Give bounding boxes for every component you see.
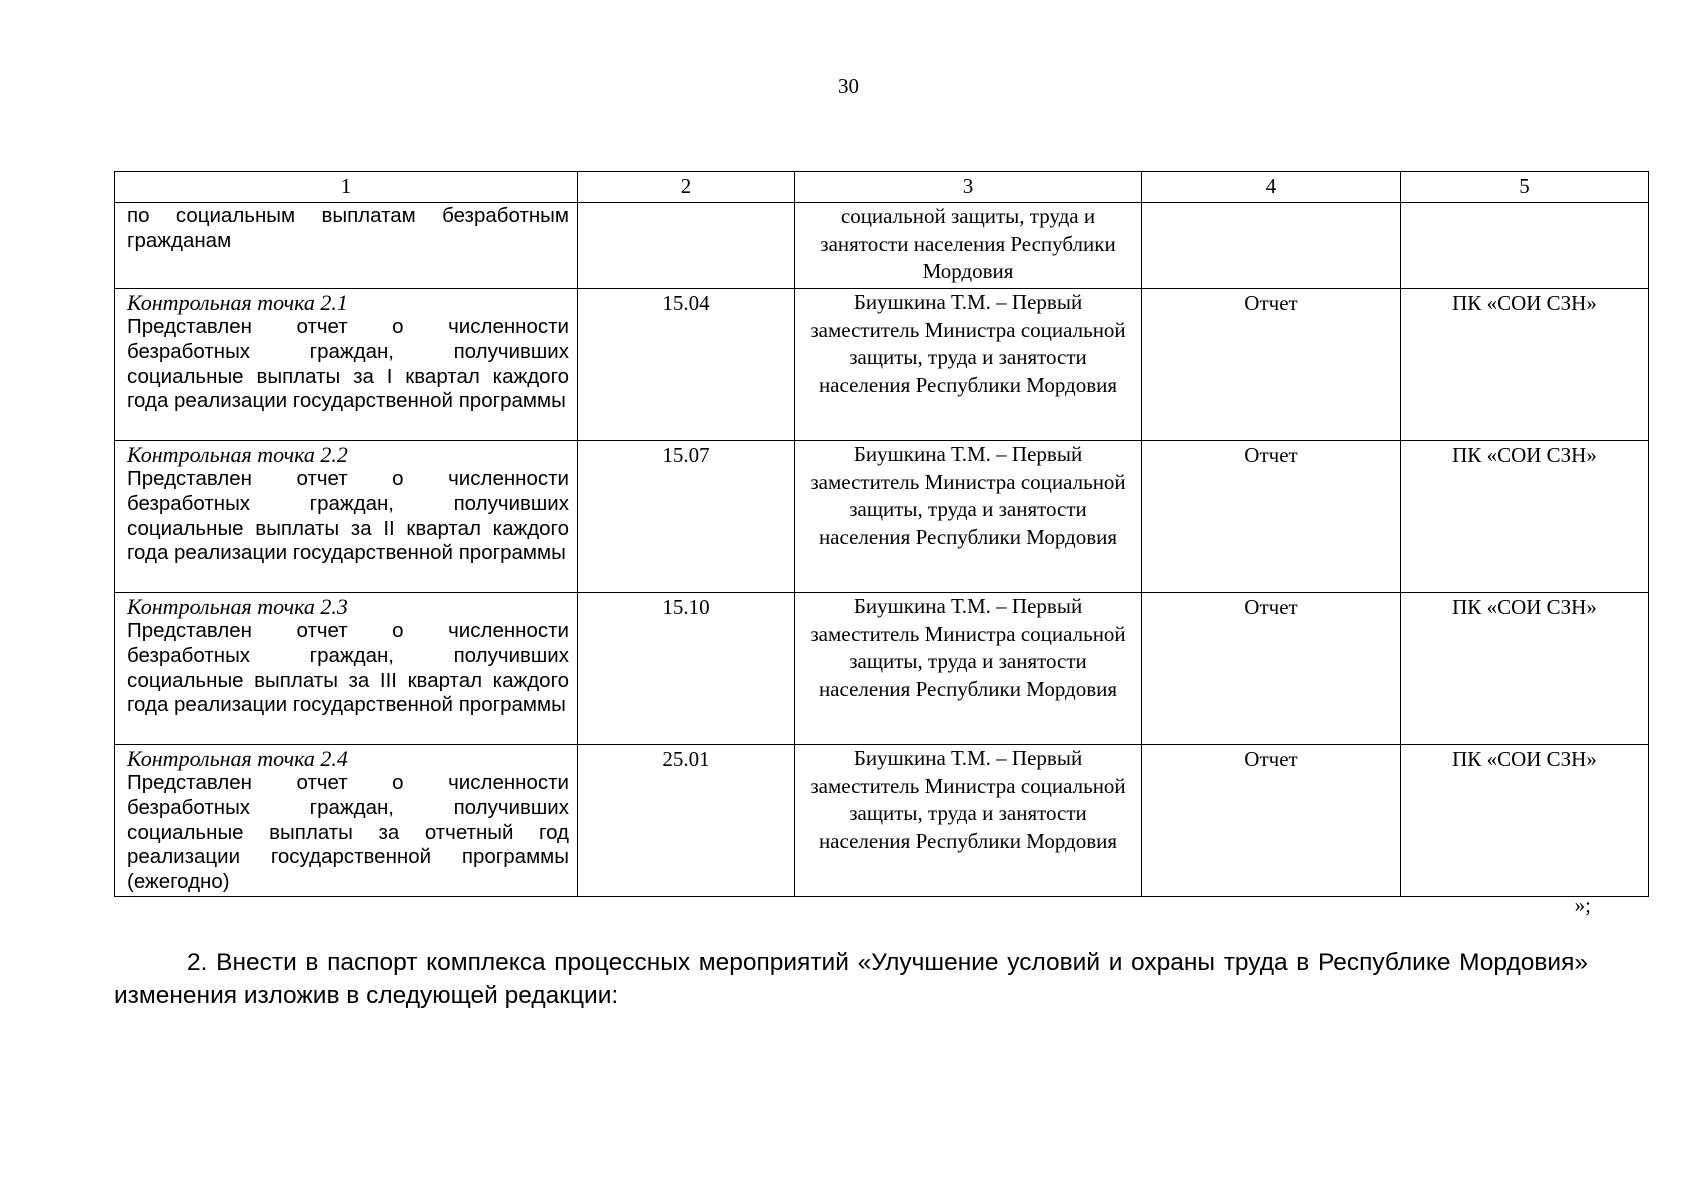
page-number: 30 <box>838 74 859 98</box>
document-cell <box>1142 745 1401 897</box>
row-date: 15.10 <box>662 595 710 619</box>
body-paragraph: 2. Внести в паспорт комплекса процессных мероприятий «Улучшение условий и охраны труда в Республике Мордовия» изменения изложив в следующей редакции: <box>114 949 1588 1009</box>
control-points-table <box>114 171 1649 897</box>
description-cell <box>115 441 578 593</box>
row-date: 15.04 <box>662 291 710 315</box>
row-description: Представлен отчет о численности безработных граждан, получивших социальные выплаты за отчетный год реализации государственной программы (ежегодно) <box>127 771 569 894</box>
responsible-cell <box>795 441 1142 593</box>
responsible-cell <box>795 203 1142 289</box>
control-point-title: Контрольная точка 2.2 <box>127 442 348 467</box>
description-cell <box>115 289 578 441</box>
column-header-5: 5 <box>1401 172 1649 203</box>
row-system: ПК «СОИ СЗН» <box>1452 443 1597 467</box>
document-cell <box>1142 441 1401 593</box>
row-description: Представлен отчет о численности безработных граждан, получивших социальные выплаты за I квартал каждого года реализации государственной программы <box>127 315 569 413</box>
row-responsible: Биушкина Т.М. – Первый заместитель Министра социальной защиты, труда и занятости населения Республики Мордовия <box>810 442 1126 550</box>
system-cell <box>1401 289 1649 441</box>
row-date: 25.01 <box>662 747 710 771</box>
description-cell <box>115 593 578 745</box>
row-system: ПК «СОИ СЗН» <box>1452 595 1597 619</box>
column-header-3: 3 <box>795 172 1142 203</box>
column-header-2: 2 <box>578 172 795 203</box>
row-document: Отчет <box>1244 291 1298 315</box>
control-point-title: Контрольная точка 2.4 <box>127 746 348 771</box>
row-system: ПК «СОИ СЗН» <box>1452 291 1597 315</box>
table-row <box>115 745 1649 897</box>
row-responsible: Биушкина Т.М. – Первый заместитель Министра социальной защиты, труда и занятости населения Республики Мордовия <box>810 594 1126 702</box>
table-header-row <box>115 172 1649 203</box>
table-row <box>115 441 1649 593</box>
row-responsible: социальной защиты, труда и занятости населения Республики Мордовия <box>820 204 1116 284</box>
date-cell <box>578 441 795 593</box>
document-cell <box>1142 593 1401 745</box>
date-cell <box>578 289 795 441</box>
row-document: Отчет <box>1244 747 1298 771</box>
column-header-1: 1 <box>115 172 578 203</box>
table-row <box>115 289 1649 441</box>
table-row <box>115 203 1649 289</box>
row-responsible: Биушкина Т.М. – Первый заместитель Министра социальной защиты, труда и занятости населения Республики Мордовия <box>810 746 1126 854</box>
system-cell <box>1401 745 1649 897</box>
row-responsible: Биушкина Т.М. – Первый заместитель Министра социальной защиты, труда и занятости населения Республики Мордовия <box>810 290 1126 398</box>
responsible-cell <box>795 593 1142 745</box>
date-cell <box>578 745 795 897</box>
row-document: Отчет <box>1244 443 1298 467</box>
date-cell <box>578 203 795 289</box>
description-cell <box>115 745 578 897</box>
row-system: ПК «СОИ СЗН» <box>1452 747 1597 771</box>
row-document: Отчет <box>1244 595 1298 619</box>
document-cell <box>1142 289 1401 441</box>
system-cell <box>1401 203 1649 289</box>
row-description: Представлен отчет о численности безработных граждан, получивших социальные выплаты за II квартал каждого года реализации государственной программы <box>127 467 569 565</box>
column-header-4: 4 <box>1142 172 1401 203</box>
table-row <box>115 593 1649 745</box>
description-cell <box>115 203 578 289</box>
responsible-cell <box>795 745 1142 897</box>
row-description: по социальным выплатам безработным гражданам <box>127 204 569 252</box>
date-cell <box>578 593 795 745</box>
closing-quote-mark: »; <box>1574 893 1591 917</box>
control-point-title: Контрольная точка 2.1 <box>127 290 348 315</box>
system-cell <box>1401 593 1649 745</box>
system-cell <box>1401 441 1649 593</box>
document-cell <box>1142 203 1401 289</box>
responsible-cell <box>795 289 1142 441</box>
row-description: Представлен отчет о численности безработных граждан, получивших социальные выплаты за III квартал каждого года реализации государственной программы <box>127 619 569 717</box>
control-point-title: Контрольная точка 2.3 <box>127 594 348 619</box>
row-date: 15.07 <box>662 443 710 467</box>
